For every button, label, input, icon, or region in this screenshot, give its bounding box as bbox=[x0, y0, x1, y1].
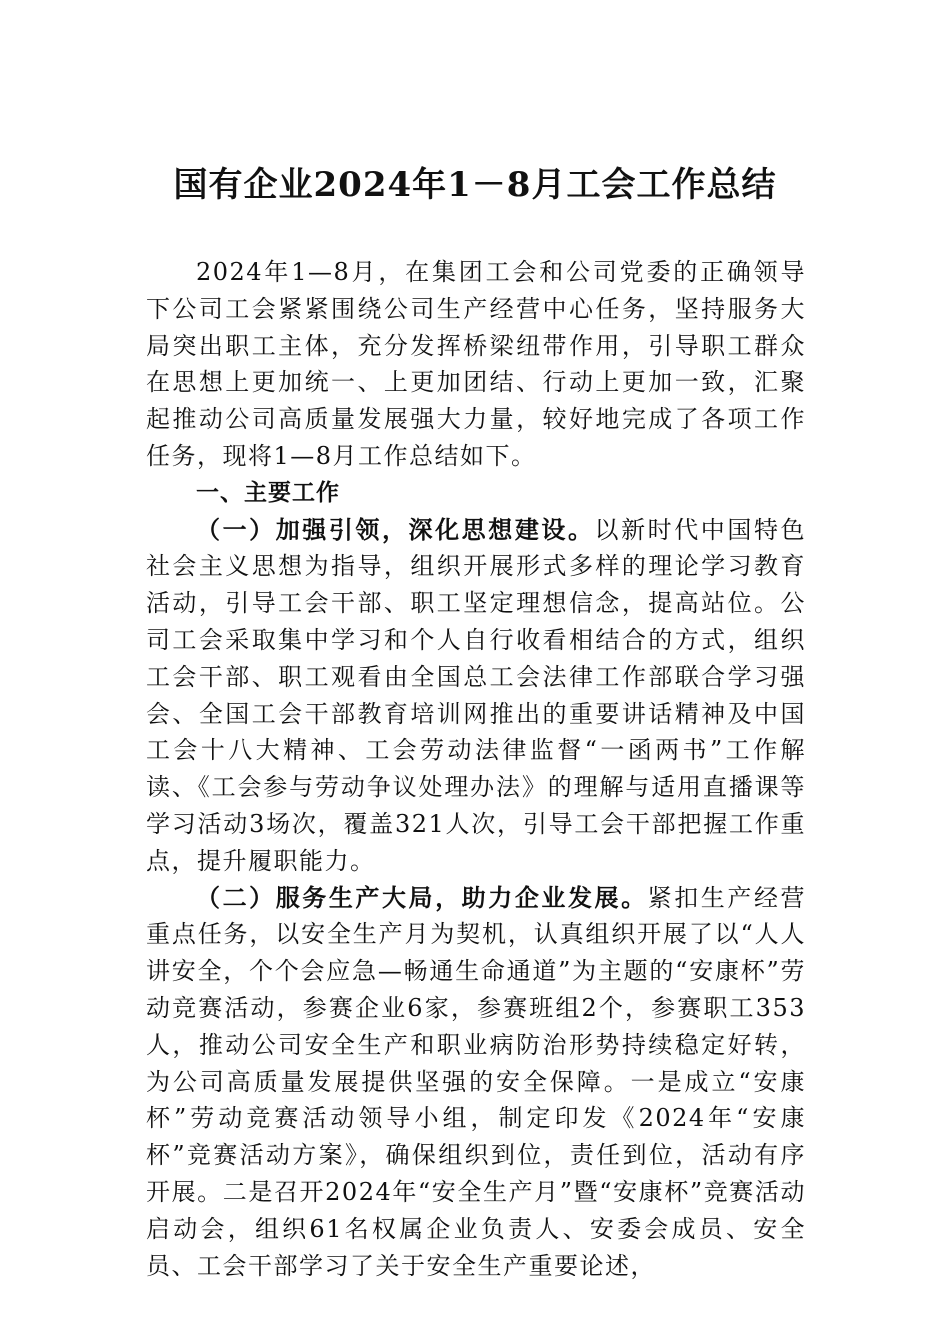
paragraph-item-one bbox=[146, 512, 806, 880]
document-title: 国有企业2024年1－8月工会工作总结 bbox=[173, 165, 777, 205]
document-body bbox=[146, 254, 806, 1284]
section-heading-main-work: 一、主要工作 bbox=[196, 479, 340, 506]
item-one-lead: （一）加强引领，深化思想建设。 bbox=[196, 514, 595, 544]
item-one-text: 以新时代中国特色社会主义思想为指导，组织开展形式多样的理论学习教育活动，引导工会干部、职工坚定理想信念，提高站位。公司工会采取集中学习和个人自行收看相结合的方式，组织工会干部、职工观看由全国总工会法律工作部联合学习强会、全国工会干部教育培训网推出的重要讲话精神及中国工会十八大精神、工会劳动法律监督“一函两书”工作解读、《工会参与劳动争议处理办法》的理解与适用直播课等学习活动3场次，覆盖321人次，引导工会干部把握工作重点，提升履职能力。 bbox=[146, 515, 807, 875]
paragraph-item-two bbox=[146, 880, 806, 1285]
item-two-lead: （二）服务生产大局，助力企业发展。 bbox=[196, 882, 648, 912]
item-two-text: 紧扣生产经营重点任务，以安全生产月为契机，认真组织开展了以“人人讲安全，个个会应急—畅通生命通道”为主题的“安康杯”劳动竞赛活动，参赛企业6家，参赛班组2个，参赛职工353人，推动公司安全生产和职业病防治形势持续稳定好转，为公司高质量发展提供坚强的安全保障。一是成立“安康杯”劳动竞赛活动领导小组，制定印发《2024年“安康杯”竞赛活动方案》，确保组织到位，责任到位，活动有序开展。二是召开2024年“安全生产月”暨“安康杯”竞赛活动启动会，组织61名权属企业负责人、安委会成员、安全员、工会干部学习了关于安全生产重要论述， bbox=[146, 883, 807, 1280]
intro-paragraph: 2024年1—8月，在集团工会和公司党委的正确领导下公司工会紧紧围绕公司生产经营中心任务，坚持服务大局突出职工主体，充分发挥桥梁纽带作用，引导职工群众在思想上更加统一、上更加团结、行动上更加一致，汇聚起推动公司高质量发展强大力量，较好地完成了各项工作任务，现将1—8月工作总结如下。 bbox=[146, 258, 806, 470]
